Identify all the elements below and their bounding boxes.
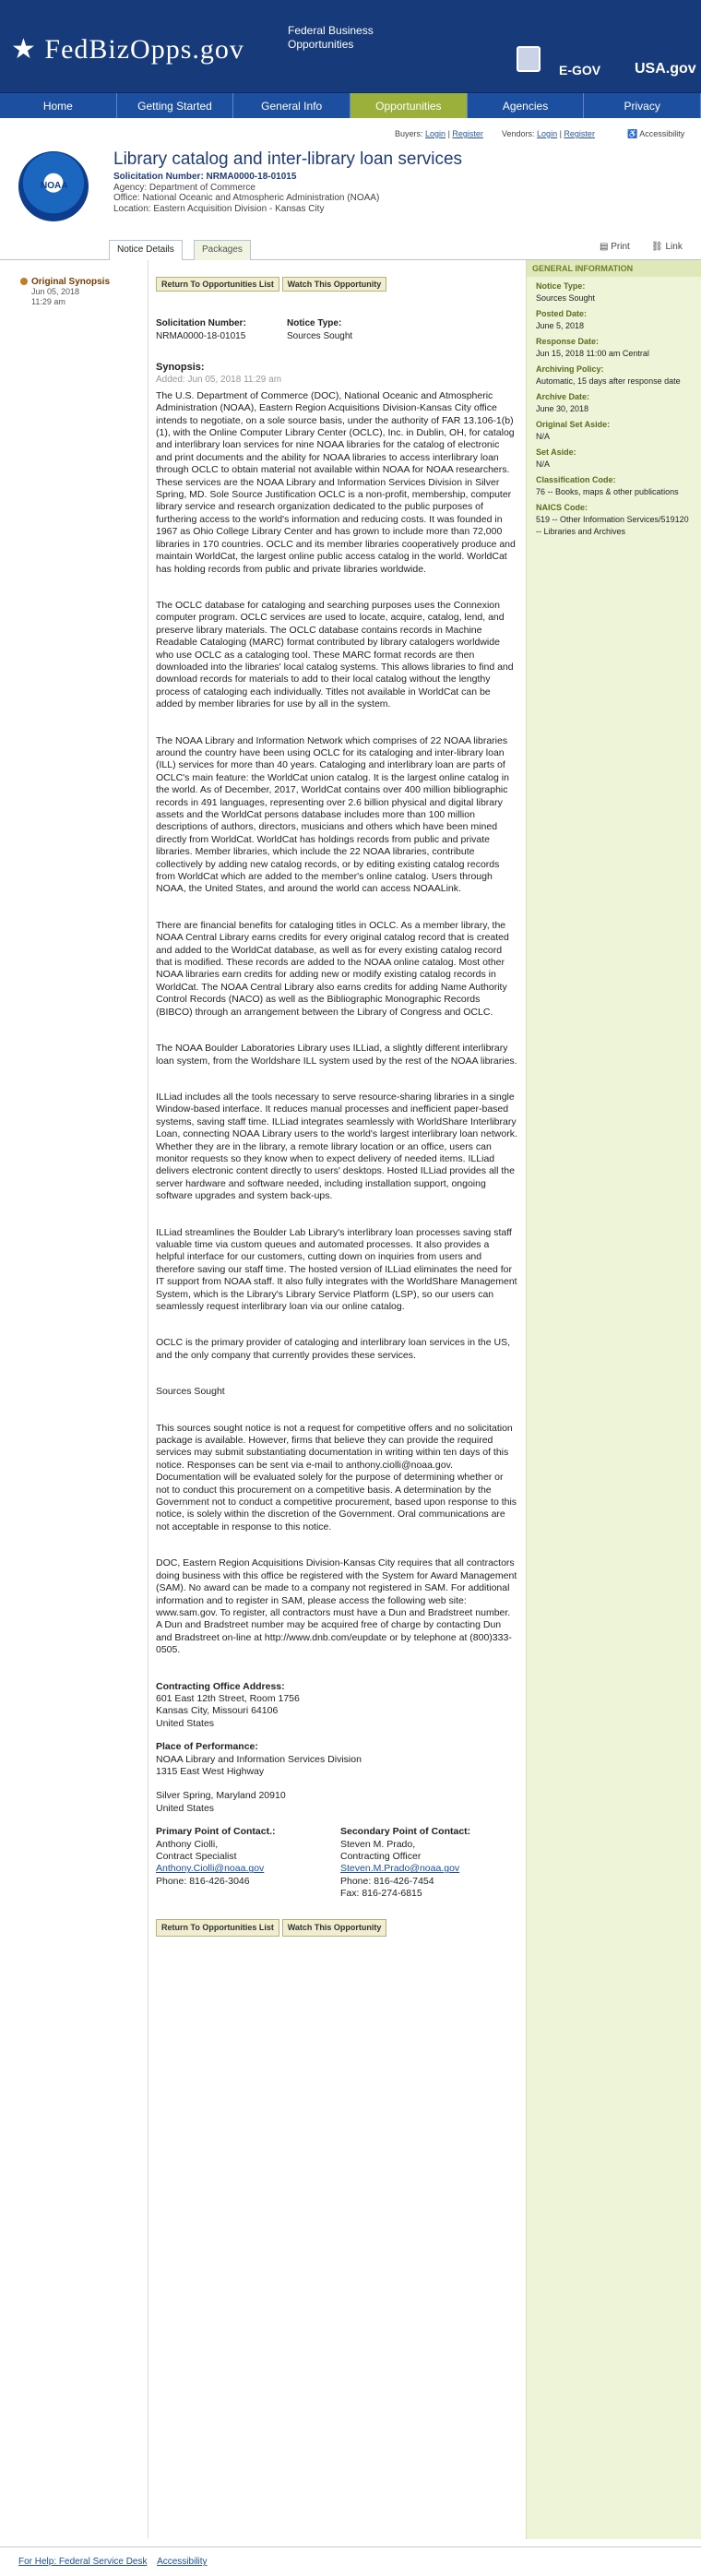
- office: Office: National Oceanic and Atmospheric Administration (NOAA): [113, 193, 380, 203]
- synopsis-heading: Synopsis:: [156, 362, 205, 373]
- info-label: Archive Date:: [536, 392, 590, 401]
- vendors-login-link[interactable]: Login: [537, 129, 558, 138]
- info-item: [527, 304, 701, 332]
- location: Location: Eastern Acquisition Division - Kansas City: [113, 203, 325, 214]
- return-to-list-button[interactable]: Return To Opportunities List: [156, 1919, 279, 1937]
- site-banner: [0, 0, 701, 92]
- accessibility-label: Accessibility: [639, 129, 685, 138]
- account-bar: [0, 129, 701, 146]
- paragraph: DOC, Eastern Region Acquisitions Division-Kansas City requires that all contractors doing business with this office be registered with the System for Award Management (SAM). No award can be made to a company not registered in SAM. For additional information and to register in SAM, please access the following web site: www.sam.gov. To register, all contractors must have a Dun and Bradstreet number. A Dun and Bradstreet number may be acquired free of charge by contacting Dun and Bradstreet on-line at http://www.dnb.com/eupdate or by telephone at (800)333-0505.: [156, 1557, 517, 1656]
- general-information-heading: GENERAL INFORMATION: [527, 260, 701, 277]
- address-line: 601 East 12th Street, Room 1756: [156, 1692, 300, 1704]
- info-label: Response Date:: [536, 337, 600, 346]
- federal-service-desk-link[interactable]: For Help: Federal Service Desk: [18, 2557, 148, 2567]
- notice-type-value: Sources Sought: [287, 331, 353, 341]
- print-label: Print: [611, 242, 630, 252]
- primary-poc-label: Primary Point of Contact.:: [156, 1826, 276, 1838]
- notice-meta: [113, 172, 379, 214]
- synopsis-date: Jun 05, 2018: [31, 287, 80, 296]
- secondary-poc-label: Secondary Point of Contact:: [340, 1826, 471, 1838]
- link-label: Link: [665, 242, 683, 252]
- site-logo[interactable]: ★ FedBizOpps.gov: [11, 34, 244, 65]
- site-subtitle: Federal Business Opportunities: [288, 24, 374, 51]
- secondary-poc-title: Contracting Officer: [340, 1851, 422, 1862]
- info-label: Set Aside:: [536, 447, 576, 457]
- info-value: N/A: [536, 432, 551, 441]
- info-item: [527, 360, 701, 388]
- original-synopsis-link[interactable]: Original Synopsis: [18, 277, 148, 287]
- address-line: 1315 East West Highway: [156, 1765, 265, 1777]
- secondary-poc-phone: Phone: 816-426-7454: [340, 1875, 434, 1887]
- info-label: NAICS Code:: [536, 503, 588, 512]
- main-nav: [0, 92, 701, 118]
- primary-poc-name: Anthony Ciolli,: [156, 1838, 219, 1850]
- primary-poc-phone: Phone: 816-426-3046: [156, 1875, 250, 1887]
- top-button-row: [156, 277, 386, 292]
- site-footer: [0, 2546, 701, 2576]
- solicitation-label: Solicitation Number:: [156, 318, 246, 328]
- doc-seal-icon: [517, 46, 541, 72]
- paragraph: This sources sought notice is not a request for competitive offers and no solicitation package is available. However, firms that believe they can provide the required services may submit substantiating documentation in writing within ten days of this notice. Responses can be sent via e-mail to anthony.ciolli@noaa.gov. Documentation will be evaluated solely for the purpose of determining whether or not to conduct this procurement on a competitive basis. A determination by the Government not to conduct a competitive procurement, based upon response to this notice, is solely within the discretion of the Government. Oral communications are not acceptable in response to this notice.: [156, 1422, 517, 1532]
- paragraph: OCLC is the primary provider of cataloging and interlibrary loan services in the US, and the only company that currently provides these services.: [156, 1337, 511, 1361]
- info-item: [527, 388, 701, 415]
- nav-home[interactable]: Home: [0, 93, 117, 118]
- contracting-office: [156, 1681, 517, 1731]
- paragraph: Sources Sought: [156, 1386, 225, 1398]
- secondary-poc-fax: Fax: 816-274-6815: [340, 1888, 422, 1900]
- notice-header: [18, 149, 683, 227]
- info-value: Automatic, 15 days after response date: [536, 376, 681, 386]
- primary-poc: [156, 1826, 313, 1900]
- footer-accessibility-link[interactable]: Accessibility: [157, 2557, 208, 2567]
- notice-main: [148, 260, 517, 2539]
- paragraph: The NOAA Boulder Laboratories Library uses ILLiad, a slightly different interlibrary loan system, from the Worldshare ILL system used by the rest of the NOAA libraries.: [156, 1043, 517, 1067]
- nav-opportunities[interactable]: Opportunities: [350, 93, 468, 118]
- tab-packages[interactable]: Packages: [194, 240, 251, 260]
- info-value: Jun 15, 2018 11:00 am Central: [536, 349, 649, 358]
- notice-type-field: [287, 317, 352, 343]
- info-value: 519 -- Other Information Services/519120 -- Libraries and Archives: [536, 515, 689, 536]
- noaa-logo-text: NOAA: [41, 181, 68, 191]
- added-date: Added: Jun 05, 2018 11:29 am: [156, 375, 282, 386]
- print-icon: ▤: [600, 242, 609, 252]
- return-to-list-button[interactable]: Return To Opportunities List: [156, 277, 279, 292]
- vendors-register-link[interactable]: Register: [564, 129, 595, 138]
- buyers-label: Buyers:: [395, 129, 423, 138]
- nav-general-info[interactable]: General Info: [233, 93, 350, 118]
- info-value: Sources Sought: [536, 293, 596, 303]
- notice-type-label: Notice Type:: [287, 318, 342, 328]
- secondary-poc-name: Steven M. Prado,: [340, 1838, 416, 1850]
- info-item: [527, 277, 701, 304]
- contracting-office-label: Contracting Office Address:: [156, 1680, 285, 1692]
- accessibility-link[interactable]: [627, 129, 684, 139]
- solicitation-number: Solicitation Number: NRMA0000-18-01015: [113, 172, 297, 182]
- info-label: Posted Date:: [536, 309, 588, 318]
- buyers-links: Buyers: Login | Register: [395, 129, 483, 138]
- buyers-register-link[interactable]: Register: [452, 129, 483, 138]
- primary-poc-email-link[interactable]: Anthony.Ciolli@noaa.gov: [156, 1863, 265, 1875]
- print-button[interactable]: [600, 242, 630, 252]
- address-line: United States: [156, 1717, 215, 1729]
- info-item: [527, 498, 701, 538]
- info-label: Classification Code:: [536, 475, 616, 484]
- place-of-performance-label: Place of Performance:: [156, 1741, 258, 1753]
- info-label: Original Set Aside:: [536, 420, 611, 429]
- link-button[interactable]: [651, 242, 683, 252]
- synopsis-time: 11:29 am: [31, 297, 65, 306]
- info-value: 76 -- Books, maps & other publications: [536, 487, 679, 496]
- info-item: [527, 443, 701, 471]
- watch-opportunity-button[interactable]: Watch This Opportunity: [282, 1919, 387, 1937]
- nav-agencies[interactable]: Agencies: [468, 93, 585, 118]
- solicitation-field: [156, 317, 246, 343]
- paragraph: ILLiad streamlines the Boulder Lab Library's interlibrary loan processes saving staff valuable time via custom queues and automated processes. It also provides a helpful interface for our customers, cutting down on inquiries from users and therefore saving our staff time. The hosted version of ILLiad eliminates the need for IT support from NOAA staff. It also fully integrates with the WorldShare Management System, which is the Library's Library Service Platform (LSP), so our users can seamlessly request interlibrary loan via our online catalog.: [156, 1226, 517, 1312]
- usagov-logo[interactable]: USA.gov: [635, 61, 696, 77]
- info-value: N/A: [536, 459, 551, 469]
- synopsis-body: [156, 362, 517, 1937]
- address-line: United States: [156, 1802, 215, 1814]
- secondary-poc: [340, 1826, 506, 1900]
- noaa-logo: [18, 151, 89, 221]
- info-value: June 5, 2018: [536, 321, 585, 330]
- vendors-links: Vendors: Login | Register: [502, 129, 595, 138]
- paragraph: There are financial benefits for cataloging titles in OCLC. As a member library, the NOAA Central Library earns credits for every original catalog record that is created and added to the WorldCat database, as well as for every existing catalog record that is modified. These records are added to the NOAA online catalog. Most other NOAA libraries earn credits for adding new or modify existing catalog records in WorldCat. The NOAA Central Library also earns credits for adding Name Authority Control Records (NACO) as well as the Bibliographic Monographic Records (BIBCO) through an arrangement between the Library of Congress and OCLC.: [156, 919, 509, 1018]
- info-item: [527, 332, 701, 360]
- primary-poc-title: Contract Specialist: [156, 1851, 237, 1862]
- solicitation-value: NRMA0000-18-01015: [156, 331, 246, 341]
- address-line: Silver Spring, Maryland 20910: [156, 1790, 286, 1802]
- paragraph: The OCLC database for cataloging and searching purposes uses the Connexion computer program. OCLC services are used to locate, acquire, catalog, lend, and preserve library materials. The OCLC database contains records in Machine Readable Cataloging (MARC) format contributed by library catalogers worldwide who use OCLC as a cataloging tool. These MARC format records are then downloaded into the libraries' local catalog systems. This allows libraries to find and download records for materials to add to their local catalog without the lengthy process of cataloging each individually. Titles not available in WorldCat can be added by member libraries for use by all in the system.: [156, 599, 514, 710]
- accessibility-icon: ♿: [627, 129, 638, 138]
- info-item: [527, 415, 701, 443]
- info-value: June 30, 2018: [536, 404, 589, 413]
- place-of-performance: [156, 1741, 517, 1815]
- page-title: Library catalog and inter-library loan services: [113, 149, 463, 169]
- address-line: NOAA Library and Information Services Division: [156, 1753, 362, 1765]
- tab-notice-details[interactable]: Notice Details: [109, 240, 183, 260]
- egov-logo[interactable]: E-GOV: [559, 63, 601, 78]
- notice-tabs: [0, 236, 701, 260]
- info-label: Notice Type:: [536, 281, 586, 291]
- link-icon: ⛓: [651, 242, 663, 252]
- nav-getting-started[interactable]: Getting Started: [117, 93, 234, 118]
- paragraph: The NOAA Library and Information Network which comprises of 22 NOAA libraries around the country have been using OCLC for its cataloging and inter-library loan (ILL) services for more than 40 years. Cataloging and interlibrary loan are parts of OCLC's main feature: the WorldCat union catalog. It is the largest online catalog in the world. As of December, 2017, WorldCat contains over 400 million bibliographic records in 491 languages, representing over 2.6 billion physical and digital library assets and the WorldCat persons database includes more than 100 million descriptions of authors, directors, musicians and others which have been mined directly from WorldCat. WorldCat has holdings records from public and private libraries. Member libraries, which include the 22 NOAA libraries, contribute collectively by adding new catalog records, or by editing existing catalog records from WorldCat which are added to the member's online catalog. Users through NOAA, the United States, and around the world can access NOAALink.: [156, 734, 509, 895]
- paragraph: The U.S. Department of Commerce (DOC), National Oceanic and Atmospheric Administration (NOAA), Eastern Region Acquisitions Division-Kansas City office intends to negotiate, on a sole source basis, under the authority of FAR 13.106-1(b)(1), with the Online Computer Library Center (OCLC), Inc. in Dublin, OH, for catalog and interlibrary loan services for nine NOAA libraries for the catalog of electronic and print documents and the ability for NOAA libraries to access interlibrary loan through OCLC to obtain material not available within NOAA for NOAA researchers. These services are the NOAA Library and Information Services Division in Silver Spring, MD. Sole Source Justification OCLC is a non-profit, membership, computer library service and research organization dedicated to the public purposes of furthering access to the world's information and reducing costs. It was founded in 1967 as Ohio College Library Center and has grown to include more than 72,000 libraries in 170 countries. OCLC and its member libraries cooperatively produce and maintain WorldCat, the largest online public access catalog in the world. WorldCat has holding records from public and private libraries worldwide.: [156, 389, 516, 575]
- general-information-panel: [526, 260, 701, 2539]
- bottom-button-row: [156, 1919, 517, 1937]
- paragraph: ILLiad includes all the tools necessary to serve resource-sharing libraries in a single Window-based interface. It reduces manual processes and inefficient paper-based systems, saving staff time. ILLiad integrates seamlessly with WorldShare Interlibrary Loan, connecting NOAA Library users to the world's largest interlibrary loan network. Whether they are in the library, a remote library location or an office, users can monitor requests so they know when to expect delivery of needed items. ILLiad delivers electronic content directly to users' desktops. Hosted ILLiad provides all the server hardware and software needed, including installation support, ongoing software upgrades and system back-ups.: [156, 1091, 517, 1202]
- agency: Agency: Department of Commerce: [113, 182, 255, 193]
- nav-privacy[interactable]: Privacy: [584, 93, 701, 118]
- address-line: Kansas City, Missouri 64106: [156, 1705, 279, 1717]
- history-panel: [18, 277, 148, 307]
- secondary-poc-email-link[interactable]: Steven.M.Prado@noaa.gov: [340, 1863, 460, 1875]
- info-item: [527, 471, 701, 498]
- watch-opportunity-button[interactable]: Watch This Opportunity: [282, 277, 387, 292]
- points-of-contact: [156, 1826, 517, 1900]
- buyers-login-link[interactable]: Login: [425, 129, 446, 138]
- info-label: Archiving Policy:: [536, 364, 604, 374]
- vendors-label: Vendors:: [502, 129, 535, 138]
